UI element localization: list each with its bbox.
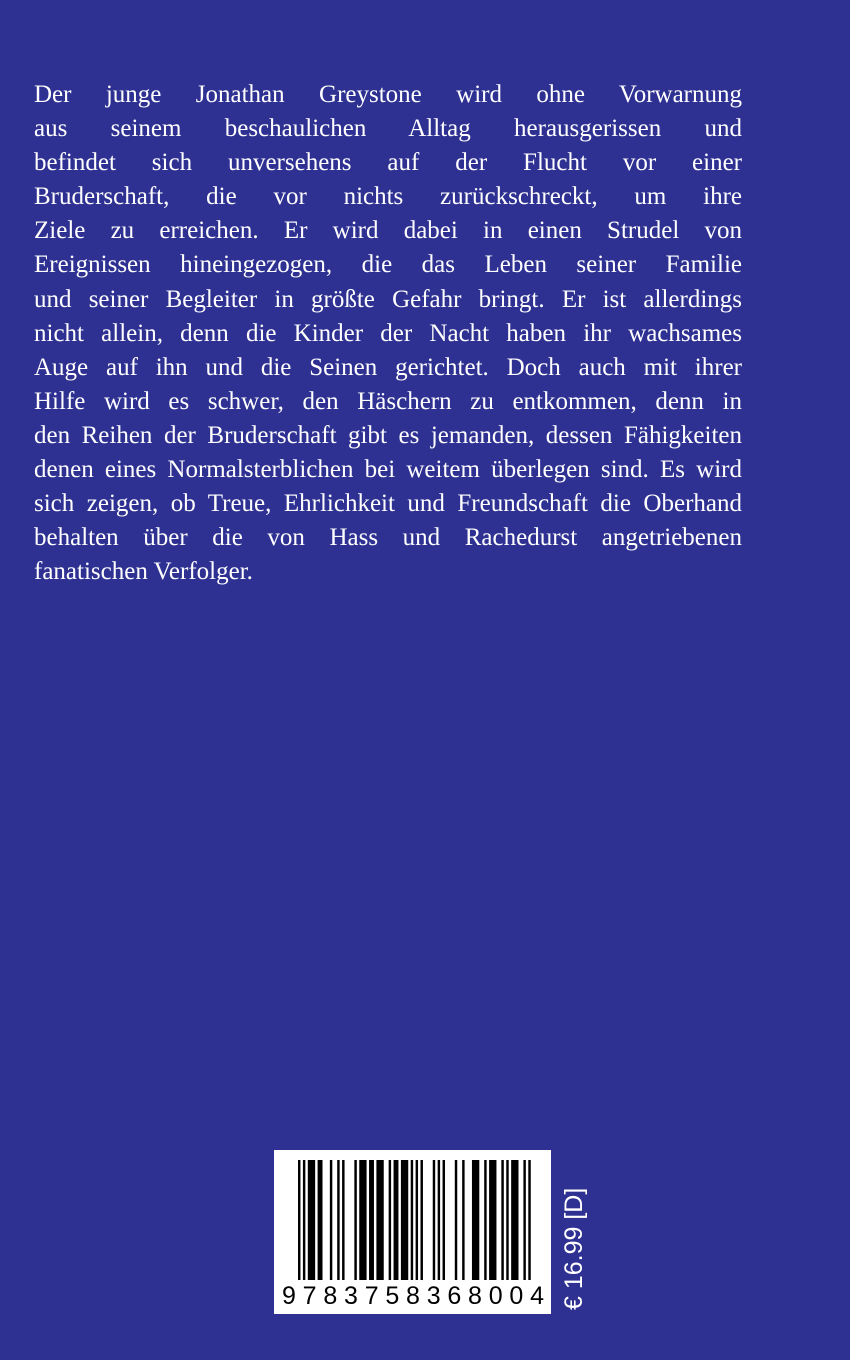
blurb-line: aus seinem beschaulichen Alltag herausgerissen und: [34, 115, 742, 143]
barcode-bar: [528, 1160, 530, 1280]
barcode-bar: [443, 1160, 445, 1280]
price-label: € 16.99 [D]: [560, 1187, 588, 1310]
blurb-line: den Reihen der Bruderschaft gibt es jemanden, dessen Fähigkeiten: [34, 421, 742, 449]
isbn-digit: 0: [488, 1282, 503, 1310]
cover-blurb-text: [34, 78, 742, 589]
barcode-bar: [308, 1160, 315, 1280]
barcode-bar: [318, 1160, 323, 1280]
blurb-line: denen eines Normalsterblichen bei weitem überlegen sind. Es wird: [34, 456, 742, 484]
isbn-barcode: [274, 1150, 551, 1314]
isbn-digit: 9: [282, 1282, 296, 1310]
barcode-bar: [303, 1160, 305, 1280]
blurb-line: behalten über die von Hass und Rachedurst angetriebenen: [34, 524, 742, 552]
barcode-bar: [416, 1160, 418, 1280]
blurb-line: Auge auf ihn und die Seinen gerichtet. Doch auch mit ihrer: [34, 353, 742, 381]
barcode-bar: [337, 1160, 339, 1280]
barcode-bar: [359, 1160, 366, 1280]
barcode-bar: [472, 1160, 479, 1280]
isbn-digit: 3: [344, 1282, 358, 1310]
isbn-digit: 8: [323, 1282, 338, 1310]
barcode-bar: [484, 1160, 486, 1280]
barcode-bar: [455, 1160, 457, 1280]
isbn-digit: 3: [426, 1282, 441, 1310]
barcode-bar: [489, 1160, 496, 1280]
barcode-bar: [433, 1160, 435, 1280]
isbn-digit: 0: [509, 1282, 524, 1310]
barcode-bar: [342, 1160, 344, 1280]
isbn-number: [282, 1282, 544, 1311]
barcode-bar: [394, 1160, 399, 1280]
blurb-line: fanatischen Verfolger.: [34, 558, 253, 586]
barcode-bar: [501, 1160, 503, 1280]
barcode-bar: [369, 1160, 374, 1280]
isbn-digit: 6: [447, 1282, 462, 1310]
blurb-line: Bruderschaft, die vor nichts zurückschreckt, um ihre: [34, 183, 742, 211]
barcode-bar: [511, 1160, 518, 1280]
blurb-line: befindet sich unversehens auf der Flucht vor einer: [34, 149, 742, 177]
barcode-bar: [523, 1160, 525, 1280]
isbn-digit: 7: [302, 1282, 317, 1310]
barcode-bar: [389, 1160, 391, 1280]
blurb-line: sich zeigen, ob Treue, Ehrlichkeit und Freundschaft die Oberhand: [34, 490, 742, 518]
barcode-bar: [438, 1160, 440, 1280]
barcode-bar: [354, 1160, 356, 1280]
blurb-line: Ziele zu erreichen. Er wird dabei in einen Strudel von: [34, 217, 742, 245]
isbn-digit: 8: [468, 1282, 482, 1310]
barcode-bar: [330, 1160, 332, 1280]
isbn-digit: 8: [406, 1282, 420, 1310]
barcode-bar: [421, 1160, 423, 1280]
isbn-digit: 5: [385, 1282, 400, 1310]
blurb-line: Ereignissen hineingezogen, die das Leben seiner Familie: [34, 251, 742, 279]
blurb-line: Der junge Jonathan Greystone wird ohne Vorwarnung: [34, 81, 742, 108]
barcode-bar: [298, 1160, 300, 1280]
barcode-bar: [376, 1160, 383, 1280]
barcode-bar: [506, 1160, 508, 1280]
barcode-bar: [401, 1160, 408, 1280]
barcode-bar: [411, 1160, 413, 1280]
isbn-digit: 4: [530, 1282, 544, 1310]
isbn-digit: 7: [364, 1282, 379, 1310]
blurb-line: Hilfe wird es schwer, den Häschern zu entkommen, denn in: [34, 387, 742, 415]
blurb-line: nicht allein, denn die Kinder der Nacht haben ihr wachsames: [34, 319, 742, 347]
blurb-line: und seiner Begleiter in größte Gefahr bringt. Er ist allerdings: [34, 285, 742, 313]
barcode-bar: [462, 1160, 464, 1280]
